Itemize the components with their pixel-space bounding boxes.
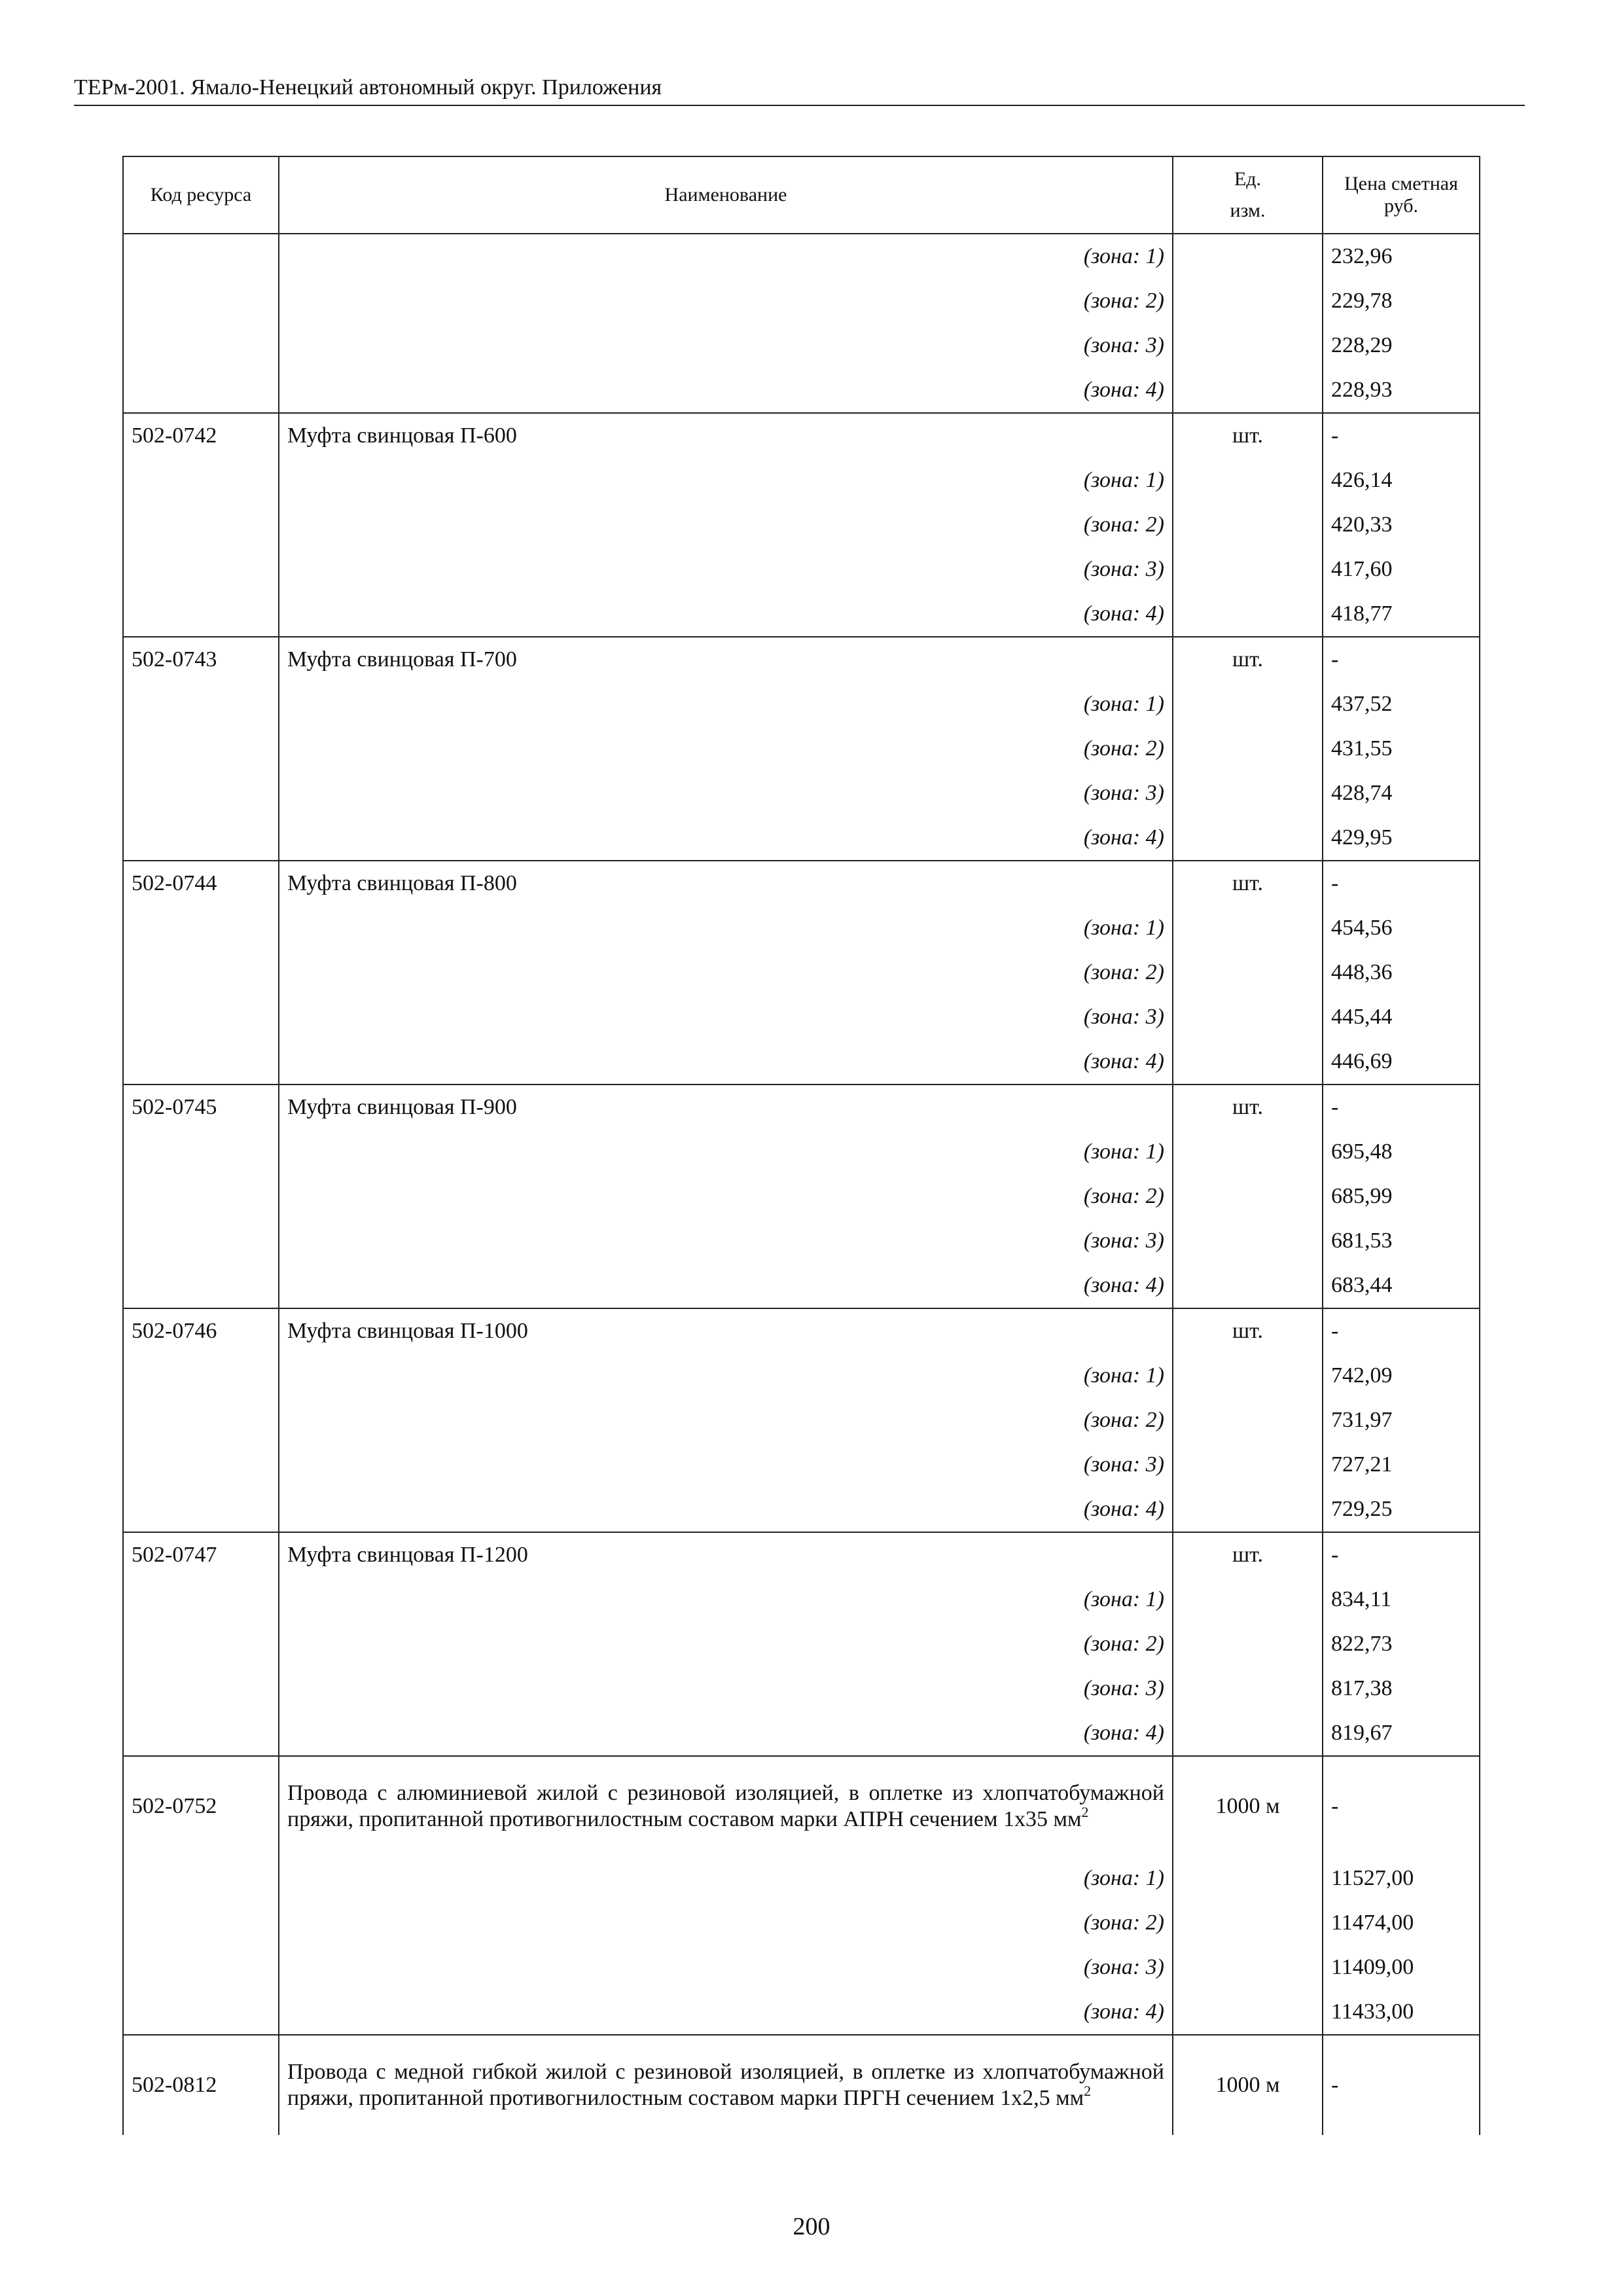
zone-label: (зона: 4) (279, 1263, 1173, 1308)
empty-unit-cell (1173, 503, 1323, 547)
resource-unit: шт. (1173, 861, 1323, 906)
empty-unit-cell (1173, 1945, 1323, 1990)
zone-price: 446,69 (1323, 1039, 1480, 1085)
table-row (123, 1308, 1480, 1354)
resource-name: Муфта свинцовая П-600 (279, 413, 1173, 458)
empty-unit-cell (1173, 771, 1323, 816)
empty-code-cell (123, 950, 279, 995)
page-number: 200 (793, 2213, 830, 2240)
zone-price-row (123, 995, 1480, 1039)
zone-price-row (123, 771, 1480, 816)
empty-unit-cell (1173, 458, 1323, 503)
empty-code-cell (123, 503, 279, 547)
zone-label: (зона: 3) (279, 995, 1173, 1039)
zone-price: 232,96 (1323, 234, 1480, 279)
zone-label: (зона: 3) (279, 1945, 1173, 1990)
zone-price: 11433,00 (1323, 1990, 1480, 2035)
empty-code-cell (123, 1263, 279, 1308)
column-header-price: Цена сметная руб. (1323, 156, 1480, 234)
zone-price-row (123, 458, 1480, 503)
zone-price: 11474,00 (1323, 1901, 1480, 1945)
zone-price-row (123, 279, 1480, 323)
unit-superscript: 2 (1084, 2083, 1092, 2099)
empty-unit-cell (1173, 279, 1323, 323)
empty-code-cell (123, 682, 279, 726)
resource-unit: шт. (1173, 637, 1323, 682)
zone-price-row (123, 234, 1480, 279)
zone-price: 418,77 (1323, 592, 1480, 637)
resource-base-price: - (1323, 1085, 1480, 1130)
zone-price: 817,38 (1323, 1666, 1480, 1711)
empty-code-cell (123, 1711, 279, 1756)
zone-label: (зона: 4) (279, 1711, 1173, 1756)
empty-unit-cell (1173, 1577, 1323, 1622)
resource-code: 502-0812 (123, 2035, 279, 2135)
zone-price: 445,44 (1323, 995, 1480, 1039)
zone-price: 420,33 (1323, 503, 1480, 547)
resource-unit: 1000 м (1173, 1756, 1323, 1856)
zone-label: (зона: 3) (279, 771, 1173, 816)
empty-code-cell (123, 547, 279, 592)
column-header-name: Наименование (279, 156, 1173, 234)
empty-code-cell (123, 816, 279, 861)
zone-label: (зона: 2) (279, 726, 1173, 771)
resource-unit: шт. (1173, 413, 1323, 458)
zone-price-row (123, 1622, 1480, 1666)
empty-unit-cell (1173, 1219, 1323, 1263)
empty-code-cell (123, 1443, 279, 1487)
zone-label: (зона: 1) (279, 458, 1173, 503)
empty-code-cell (123, 1856, 279, 1901)
resource-code: 502-0744 (123, 861, 279, 906)
zone-price: 228,29 (1323, 323, 1480, 368)
zone-price-row (123, 1174, 1480, 1219)
zone-price-row (123, 1901, 1480, 1945)
zone-label: (зона: 3) (279, 1219, 1173, 1263)
empty-unit-cell (1173, 234, 1323, 279)
zone-price-row (123, 1990, 1480, 2035)
empty-code-cell (123, 1945, 279, 1990)
zone-price-row (123, 1354, 1480, 1398)
resource-base-price: - (1323, 413, 1480, 458)
zone-price: 229,78 (1323, 279, 1480, 323)
resource-unit: шт. (1173, 1085, 1323, 1130)
zone-label: (зона: 1) (279, 1856, 1173, 1901)
empty-unit-cell (1173, 368, 1323, 413)
resource-base-price: - (1323, 861, 1480, 906)
empty-code-cell (123, 458, 279, 503)
empty-unit-cell (1173, 592, 1323, 637)
resource-base-price: - (1323, 1532, 1480, 1577)
resource-base-price: - (1323, 637, 1480, 682)
zone-price-row (123, 682, 1480, 726)
zone-price-row (123, 906, 1480, 950)
resource-name: Муфта свинцовая П-900 (279, 1085, 1173, 1130)
zone-label: (зона: 1) (279, 1577, 1173, 1622)
empty-unit-cell (1173, 1901, 1323, 1945)
resource-name: Муфта свинцовая П-800 (279, 861, 1173, 906)
resource-base-price: - (1323, 1756, 1480, 1856)
empty-code-cell (123, 1487, 279, 1532)
zone-label: (зона: 4) (279, 1990, 1173, 2035)
empty-code-cell (123, 234, 279, 279)
empty-unit-cell (1173, 816, 1323, 861)
column-header-unit: Ед. изм. (1173, 156, 1323, 234)
resource-unit: шт. (1173, 1308, 1323, 1354)
zone-price-row (123, 1039, 1480, 1085)
zone-price: 731,97 (1323, 1398, 1480, 1443)
empty-unit-cell (1173, 1039, 1323, 1085)
zone-price-row (123, 503, 1480, 547)
empty-unit-cell (1173, 1856, 1323, 1901)
empty-unit-cell (1173, 950, 1323, 995)
empty-unit-cell (1173, 906, 1323, 950)
zone-price-row (123, 950, 1480, 995)
column-header-code: Код ресурса (123, 156, 279, 234)
zone-price-row (123, 323, 1480, 368)
resource-name: Муфта свинцовая П-1200 (279, 1532, 1173, 1577)
resource-unit: 1000 м (1173, 2035, 1323, 2135)
empty-unit-cell (1173, 1711, 1323, 1756)
zone-label: (зона: 3) (279, 323, 1173, 368)
empty-unit-cell (1173, 726, 1323, 771)
zone-price: 819,67 (1323, 1711, 1480, 1756)
table-row (123, 637, 1480, 682)
zone-price: 228,93 (1323, 368, 1480, 413)
zone-price-row (123, 1666, 1480, 1711)
zone-label: (зона: 4) (279, 816, 1173, 861)
zone-label: (зона: 2) (279, 950, 1173, 995)
resource-name: Провода с алюминиевой жилой с резиновой изоляцией, в оплетке из хлопчатобумажной пряжи, пропитанной противогнилостным составом марки АПРН сечением 1х35 $мм^2$ (279, 1756, 1173, 1856)
empty-code-cell (123, 1219, 279, 1263)
empty-code-cell (123, 995, 279, 1039)
zone-label: (зона: 4) (279, 592, 1173, 637)
zone-label: (зона: 2) (279, 503, 1173, 547)
empty-code-cell (123, 592, 279, 637)
zone-price: 742,09 (1323, 1354, 1480, 1398)
zone-price-row (123, 1443, 1480, 1487)
empty-unit-cell (1173, 995, 1323, 1039)
empty-code-cell (123, 1666, 279, 1711)
zone-price-row (123, 1263, 1480, 1308)
empty-unit-cell (1173, 1666, 1323, 1711)
resource-code: 502-0745 (123, 1085, 279, 1130)
resource-code: 502-0747 (123, 1532, 279, 1577)
zone-price-row (123, 726, 1480, 771)
empty-unit-cell (1173, 547, 1323, 592)
zone-price: 681,53 (1323, 1219, 1480, 1263)
resource-code: 502-0743 (123, 637, 279, 682)
zone-price: 685,99 (1323, 1174, 1480, 1219)
empty-unit-cell (1173, 1174, 1323, 1219)
resource-name: Провода с медной гибкой жилой с резиновой изоляцией, в оплетке из хлопчатобумажной пряжи, пропитанной противогнилостным составом марки ПРГН сечением 1х2,5 $мм^2$ (279, 2035, 1173, 2135)
empty-unit-cell (1173, 1990, 1323, 2035)
empty-code-cell (123, 1901, 279, 1945)
resource-price-table (122, 156, 1480, 2135)
zone-price-row (123, 816, 1480, 861)
empty-code-cell (123, 1990, 279, 2035)
zone-label: (зона: 4) (279, 1039, 1173, 1085)
resource-name: Муфта свинцовая П-1000 (279, 1308, 1173, 1354)
zone-label: (зона: 2) (279, 1901, 1173, 1945)
resource-base-price: - (1323, 2035, 1480, 2135)
empty-unit-cell (1173, 1443, 1323, 1487)
zone-price-row (123, 1487, 1480, 1532)
unit-superscript: 2 (1081, 1804, 1089, 1820)
zone-price-row (123, 1711, 1480, 1756)
zone-price: 822,73 (1323, 1622, 1480, 1666)
zone-price-row (123, 1856, 1480, 1901)
zone-label: (зона: 3) (279, 1443, 1173, 1487)
table-header-row (123, 156, 1480, 234)
empty-code-cell (123, 726, 279, 771)
zone-label: (зона: 2) (279, 279, 1173, 323)
empty-code-cell (123, 1577, 279, 1622)
zone-label: (зона: 1) (279, 682, 1173, 726)
zone-label: (зона: 3) (279, 547, 1173, 592)
resource-unit: шт. (1173, 1532, 1323, 1577)
zone-price-row (123, 1945, 1480, 1990)
table-row (123, 413, 1480, 458)
empty-unit-cell (1173, 1263, 1323, 1308)
zone-price: 683,44 (1323, 1263, 1480, 1308)
empty-code-cell (123, 1398, 279, 1443)
empty-code-cell (123, 771, 279, 816)
zone-label: (зона: 1) (279, 906, 1173, 950)
resource-code: 502-0752 (123, 1756, 279, 1856)
empty-unit-cell (1173, 1487, 1323, 1532)
table-row (123, 2035, 1480, 2135)
zone-label: (зона: 4) (279, 1487, 1173, 1532)
table-body (123, 234, 1480, 2135)
empty-unit-cell (1173, 1398, 1323, 1443)
zone-price: 426,14 (1323, 458, 1480, 503)
zone-price-row (123, 1577, 1480, 1622)
zone-price: 695,48 (1323, 1130, 1480, 1174)
zone-price-row (123, 1219, 1480, 1263)
resource-base-price: - (1323, 1308, 1480, 1354)
zone-price: 11527,00 (1323, 1856, 1480, 1901)
zone-price-row (123, 592, 1480, 637)
empty-code-cell (123, 1130, 279, 1174)
zone-label: (зона: 1) (279, 234, 1173, 279)
zone-price: 431,55 (1323, 726, 1480, 771)
zone-price: 428,74 (1323, 771, 1480, 816)
resource-code: 502-0742 (123, 413, 279, 458)
zone-price: 448,36 (1323, 950, 1480, 995)
resource-code: 502-0746 (123, 1308, 279, 1354)
zone-price-row (123, 547, 1480, 592)
zone-price: 834,11 (1323, 1577, 1480, 1622)
zone-label: (зона: 4) (279, 368, 1173, 413)
empty-unit-cell (1173, 1354, 1323, 1398)
zone-label: (зона: 2) (279, 1622, 1173, 1666)
zone-price-row (123, 1398, 1480, 1443)
zone-price: 437,52 (1323, 682, 1480, 726)
empty-code-cell (123, 368, 279, 413)
zone-price-row (123, 1130, 1480, 1174)
zone-label: (зона: 1) (279, 1354, 1173, 1398)
zone-label: (зона: 1) (279, 1130, 1173, 1174)
zone-price: 429,95 (1323, 816, 1480, 861)
table-row (123, 1756, 1480, 1856)
zone-price: 417,60 (1323, 547, 1480, 592)
empty-unit-cell (1173, 323, 1323, 368)
empty-unit-cell (1173, 1622, 1323, 1666)
empty-code-cell (123, 279, 279, 323)
zone-price: 729,25 (1323, 1487, 1480, 1532)
zone-price-row (123, 368, 1480, 413)
empty-code-cell (123, 1174, 279, 1219)
empty-unit-cell (1173, 682, 1323, 726)
zone-label: (зона: 2) (279, 1174, 1173, 1219)
table-row (123, 861, 1480, 906)
zone-label: (зона: 2) (279, 1398, 1173, 1443)
empty-unit-cell (1173, 1130, 1323, 1174)
empty-code-cell (123, 1354, 279, 1398)
empty-code-cell (123, 1039, 279, 1085)
empty-code-cell (123, 906, 279, 950)
zone-price: 454,56 (1323, 906, 1480, 950)
empty-code-cell (123, 323, 279, 368)
zone-label: (зона: 3) (279, 1666, 1173, 1711)
zone-price: 727,21 (1323, 1443, 1480, 1487)
document-title: ТЕРм-2001. Ямало-Ненецкий автономный округ. Приложения (74, 75, 662, 99)
empty-code-cell (123, 1622, 279, 1666)
zone-price: 11409,00 (1323, 1945, 1480, 1990)
table-row (123, 1532, 1480, 1577)
page-header (74, 72, 1525, 106)
resource-name: Муфта свинцовая П-700 (279, 637, 1173, 682)
table-row (123, 1085, 1480, 1130)
